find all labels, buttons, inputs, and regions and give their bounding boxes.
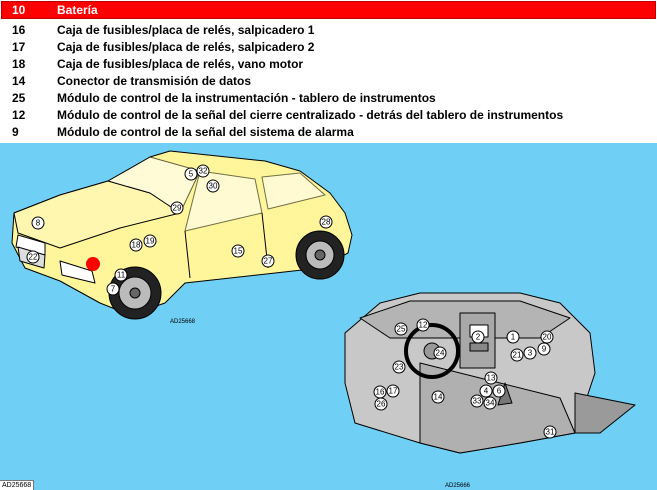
callout-marker[interactable] — [393, 361, 405, 373]
callout-marker[interactable] — [115, 269, 127, 281]
callout-marker[interactable] — [472, 331, 484, 343]
svg-text:13: 13 — [486, 373, 496, 383]
legend-label: Caja de fusibles/placa de relés, salpicadero 1 — [57, 22, 315, 37]
component-legend — [0, 0, 657, 143]
legend-number: 9 — [12, 124, 19, 139]
legend-label: Caja de fusibles/placa de relés, salpicadero 2 — [57, 39, 315, 54]
callout-marker[interactable] — [541, 331, 553, 343]
car-figure-reference: AD25668 — [170, 319, 196, 325]
svg-text:31: 31 — [545, 427, 555, 437]
svg-text:15: 15 — [233, 246, 243, 256]
svg-text:6: 6 — [496, 386, 502, 396]
callout-marker[interactable] — [434, 347, 446, 359]
svg-text:12: 12 — [418, 320, 428, 330]
svg-text:18: 18 — [131, 240, 141, 250]
svg-text:22: 22 — [28, 252, 38, 262]
legend-label: Módulo de control de la señal del cierre centralizado - detrás del tablero de instrumentos — [57, 107, 564, 122]
svg-text:19: 19 — [145, 236, 155, 246]
callout-marker[interactable] — [485, 372, 497, 384]
callout-marker[interactable] — [107, 283, 119, 295]
callout-marker[interactable] — [480, 385, 492, 397]
legend-row[interactable] — [2, 106, 655, 123]
callout-marker[interactable] — [320, 216, 332, 228]
legend-label: Módulo de control de la instrumentación - tablero de instrumentos — [57, 90, 436, 105]
svg-text:9: 9 — [541, 344, 547, 354]
callout-marker[interactable] — [544, 426, 556, 438]
callout-marker[interactable] — [471, 395, 483, 407]
main-figure-reference: AD25668 — [0, 480, 34, 490]
svg-text:11: 11 — [116, 270, 126, 280]
callout-marker[interactable] — [171, 202, 183, 214]
callout-marker[interactable] — [232, 245, 244, 257]
legend-label: Módulo de control de la señal del sistema de alarma — [57, 124, 354, 139]
callout-marker[interactable] — [130, 239, 142, 251]
legend-row[interactable] — [2, 123, 655, 140]
battery-highlight[interactable] — [86, 257, 100, 271]
svg-text:5: 5 — [188, 169, 194, 179]
callout-marker[interactable] — [493, 385, 505, 397]
callout-marker[interactable] — [511, 349, 523, 361]
legend-label: Conector de transmisión de datos — [57, 73, 252, 88]
legend-label: Batería — [57, 3, 98, 17]
svg-text:29: 29 — [172, 203, 182, 213]
callout-marker[interactable] — [484, 397, 496, 409]
svg-text:33: 33 — [472, 396, 482, 406]
legend-row[interactable] — [2, 72, 655, 89]
svg-text:21: 21 — [512, 350, 522, 360]
legend-number: 25 — [12, 90, 26, 105]
svg-text:32: 32 — [198, 166, 208, 176]
legend-row[interactable] — [2, 21, 655, 38]
callout-marker[interactable] — [144, 235, 156, 247]
legend-number: 12 — [12, 107, 26, 122]
svg-text:26: 26 — [376, 399, 386, 409]
svg-text:24: 24 — [435, 348, 445, 358]
diagram-svg — [0, 143, 657, 490]
callout-marker[interactable] — [27, 251, 39, 263]
svg-text:23: 23 — [394, 362, 404, 372]
callout-marker[interactable] — [507, 331, 519, 343]
svg-text:14: 14 — [433, 392, 443, 402]
legend-row-selected[interactable] — [1, 1, 656, 19]
location-diagram — [0, 143, 657, 490]
callout-marker[interactable] — [262, 255, 274, 267]
svg-text:2: 2 — [475, 332, 481, 342]
callout-marker[interactable] — [432, 391, 444, 403]
svg-text:34: 34 — [485, 398, 495, 408]
svg-text:27: 27 — [263, 256, 273, 266]
callout-marker[interactable] — [538, 343, 550, 355]
car-illustration — [12, 151, 352, 319]
callout-marker[interactable] — [387, 385, 399, 397]
callout-marker[interactable] — [185, 168, 197, 180]
callout-marker[interactable] — [524, 347, 536, 359]
legend-row[interactable] — [2, 55, 655, 72]
svg-text:3: 3 — [527, 348, 533, 358]
legend-number: 18 — [12, 56, 26, 71]
svg-text:25: 25 — [396, 324, 406, 334]
dashboard-figure-reference: AD25666 — [445, 483, 471, 489]
svg-text:4: 4 — [483, 386, 489, 396]
legend-row[interactable] — [2, 38, 655, 55]
legend-label: Caja de fusibles/placa de relés, vano motor — [57, 56, 304, 71]
svg-text:1: 1 — [510, 332, 516, 342]
callout-marker[interactable] — [207, 180, 219, 192]
svg-text:8: 8 — [35, 218, 41, 228]
svg-text:17: 17 — [388, 386, 398, 396]
legend-number: 10 — [12, 3, 26, 17]
svg-text:28: 28 — [321, 217, 331, 227]
svg-text:30: 30 — [208, 181, 218, 191]
legend-row[interactable] — [2, 89, 655, 106]
callout-marker[interactable] — [374, 386, 386, 398]
svg-text:7: 7 — [110, 284, 116, 294]
legend-number: 16 — [12, 22, 26, 37]
svg-text:16: 16 — [375, 387, 385, 397]
callout-marker[interactable] — [395, 323, 407, 335]
svg-text:20: 20 — [542, 332, 552, 342]
callout-marker[interactable] — [197, 165, 209, 177]
callout-marker[interactable] — [417, 319, 429, 331]
legend-number: 14 — [12, 73, 26, 88]
callout-marker[interactable] — [375, 398, 387, 410]
callout-marker[interactable] — [32, 217, 44, 229]
legend-number: 17 — [12, 39, 26, 54]
